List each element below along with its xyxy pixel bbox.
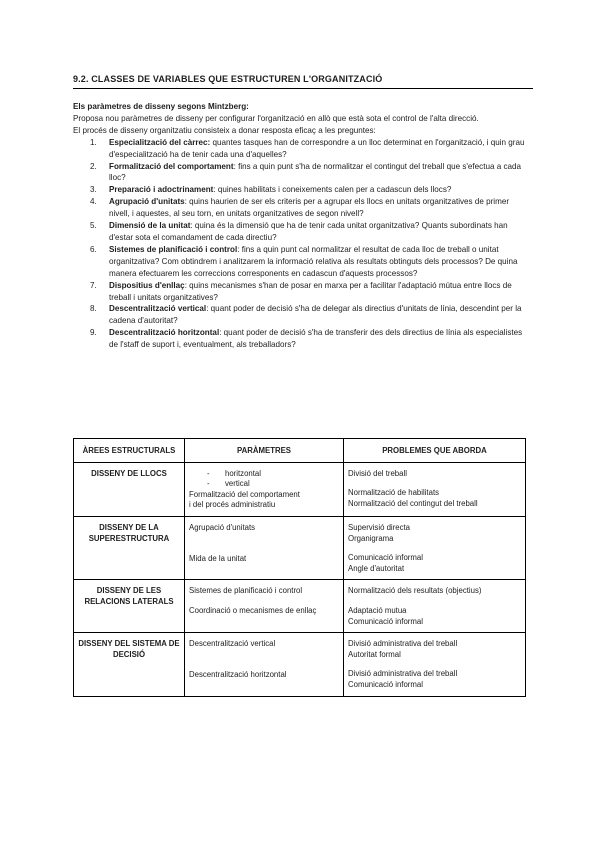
list-item: - vertical xyxy=(207,479,339,490)
intro-paragraph: Proposa nou paràmetres de disseny per configurar l'organització en allò que està sota el control de l'alta direcció. xyxy=(73,113,479,123)
table-row xyxy=(74,462,526,516)
cell-text: Comunicació informal xyxy=(348,679,423,689)
cell-text: Supervisió directa xyxy=(348,522,410,532)
cell-text: Sistemes de planificació i control xyxy=(189,586,303,596)
cell-text: Angle d'autoritat xyxy=(348,563,405,573)
list-item: - horitzontal xyxy=(207,469,339,480)
cell-text: Organigrama xyxy=(348,533,394,543)
bullet-list xyxy=(189,469,339,490)
list-item: 7. Dispositius d'enllaç: quins mecanismes s'han de posar en marxa per a facilitar l'adaptació mútua entre llocs de treball i unitats organitzatives? xyxy=(90,280,512,302)
header-areas: ÀREES ESTRUCTURALS xyxy=(74,439,185,463)
header-problems: PROBLEMES QUE ABORDA xyxy=(344,439,526,463)
table-row xyxy=(74,633,526,696)
cell-text: Descentralització horitzontal xyxy=(189,669,287,679)
cell-text: Descentralització vertical xyxy=(189,639,276,649)
table-row xyxy=(74,516,526,579)
problems-cell xyxy=(344,633,526,696)
problems-cell xyxy=(344,462,526,516)
cell-text: Agrupació d'unitats xyxy=(189,522,256,532)
problems-cell xyxy=(344,580,526,633)
cell-text: Comunicació informal xyxy=(348,616,423,626)
table-row xyxy=(74,580,526,633)
parameters-cell xyxy=(185,580,344,633)
list-item: 5. Dimensió de la unitat: quina és la dimensió que ha de tenir cada unitat organitzativa? Quants subordinats han d'estar sota el comandament de cada directiu? xyxy=(90,221,508,242)
structural-areas-table xyxy=(73,438,526,697)
cell-text: Divisió administrativa del treball xyxy=(348,639,458,649)
table-header-row xyxy=(74,439,526,463)
list-item: 9. Descentralització horitzontal: quant poder de decisió s'ha de transferir des dels directius de línia als especialistes de l'staff de suport i, eventualment, als treballadors? xyxy=(90,328,523,350)
cell-text: Divisió administrativa del treball xyxy=(348,669,458,679)
list-item: 4. Agrupació d'unitats: quins haurien de ser els criteris per a agrupar els llocs en unitats organitzatives de primer nivell, i aquestes, al seu torn, en unitats organitzatives de segon nivell? xyxy=(90,197,510,219)
list-item: 1. Especialització del càrrec: quantes tasques han de correspondre a un lloc determinat en l'organització, i quin grau d'especialització ha de tenir cada una d'aquelles? xyxy=(90,137,525,159)
cell-text: Normalització del contingut del treball xyxy=(348,498,478,508)
cell-text: Autoritat formal xyxy=(348,649,401,659)
cell-text: Adaptació mutua xyxy=(348,605,407,615)
area-cell: DISSENY DE LA SUPERESTRUCTURA xyxy=(74,516,185,579)
cell-text: i del procés administratiu xyxy=(189,500,276,510)
cell-text: Mida de la unitat xyxy=(189,553,247,563)
cell-text: Divisió del treball xyxy=(348,468,407,478)
problems-cell xyxy=(344,516,526,579)
area-cell: DISSENY DE LLOCS xyxy=(74,462,185,516)
parameters-cell xyxy=(185,633,344,696)
area-cell: DISSENY DEL SISTEMA DE DECISIÓ xyxy=(74,633,185,696)
list-item: 8. Descentralització vertical: quant poder de decisió s'ha de delegar als directius d'unitats de línia, descendint per la cadena d'autoritat? xyxy=(90,304,522,326)
cell-text: Comunicació informal xyxy=(348,553,423,563)
cell-text: Coordinació o mecanismes de enllaç xyxy=(189,605,317,615)
section-heading: 9.2. CLASSES DE VARIABLES QUE ESTRUCTUREN L'ORGANITZACIÓ xyxy=(73,74,533,89)
parameters-cell xyxy=(185,462,344,516)
list-item: 6. Sistemes de planificació i control: fins a quin punt cal normalitzar el resultat de cada lloc de treball o unitat organitzativa? Com obtindrem i analitzarem la informació relativa als resultats obtinguts dels processos? De quina manera efectuarem les correccions corresponents en cadascun d'aquests processos? xyxy=(90,244,518,278)
cell-text: Normalització de habilitats xyxy=(348,488,440,498)
parameters-list xyxy=(73,137,528,351)
list-item: 2. Formalització del comportament: fins a quin punt s'ha de normalitzar el contingut del treball que s'efectua a cada lloc? xyxy=(90,161,522,183)
subtitle: Els paràmetres de disseny segons Mintzberg: xyxy=(73,102,249,111)
cell-text: Formalització del comportament xyxy=(189,489,300,499)
parameters-cell xyxy=(185,516,344,579)
body-text xyxy=(73,101,528,351)
header-parameters: PARÀMETRES xyxy=(185,439,344,463)
list-item: 3. Preparació i adoctrinament: quines habilitats i coneixements calen per a cadascun dels llocs? xyxy=(90,185,452,195)
process-intro: El procés de disseny organitzatiu consisteix a donar resposta eficaç a les preguntes: xyxy=(73,125,376,135)
cell-text: Normalització dels resultats (objectius) xyxy=(348,586,482,596)
area-cell: DISSENY DE LES RELACIONS LATERALS xyxy=(74,580,185,633)
